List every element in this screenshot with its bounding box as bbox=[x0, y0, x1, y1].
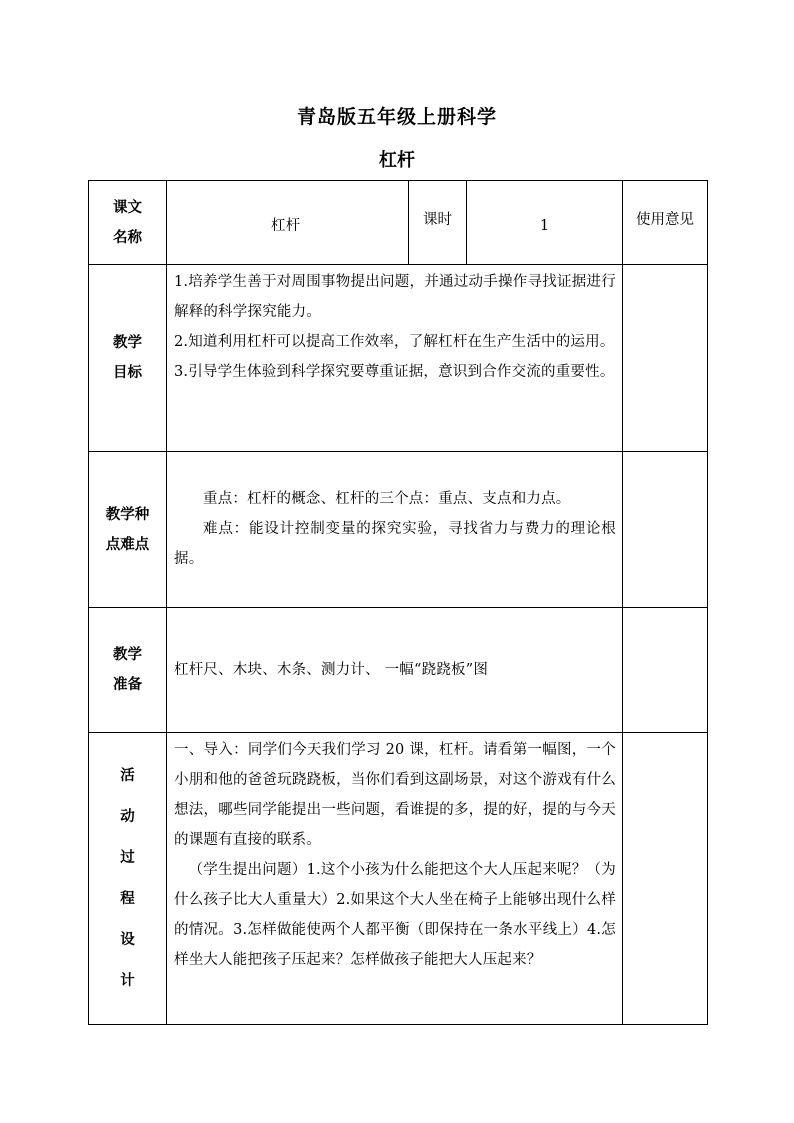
document-subtitle: 杠杆 bbox=[379, 150, 415, 171]
keypoints-content-cell bbox=[167, 452, 623, 608]
lesson-name-label-line1: 课文 bbox=[113, 199, 142, 216]
keypoints-label-cell bbox=[89, 452, 167, 608]
lesson-name-value: 杠杆 bbox=[271, 218, 301, 234]
goals-usage-cell bbox=[623, 265, 708, 452]
lesson-plan-table bbox=[88, 180, 708, 1025]
goals-label-cell bbox=[89, 265, 167, 452]
goals-content-cell bbox=[167, 265, 623, 452]
lesson-name-cell bbox=[167, 181, 409, 265]
process-content-cell bbox=[167, 733, 623, 1025]
table-row-keypoints bbox=[89, 452, 708, 608]
goals-label-line2: 目标 bbox=[113, 365, 142, 381]
prep-usage-cell bbox=[623, 608, 708, 733]
prep-content: 杠杆尺、木块、木条、测力计、 一幅“跷跷板”图 bbox=[174, 662, 489, 678]
keypoints-label-line1: 教学种 bbox=[105, 506, 150, 523]
document-title: 青岛版五年级上册科学 bbox=[296, 106, 497, 128]
table-row-prep bbox=[89, 608, 708, 733]
process-paragraph-1: 一、导入：同学们今天我们学习 20 课，杠杆。请看第一幅图，一个小朋和他的爸爸玩跷跷板，当你们看到这副场景，对这个游戏有什么想法，哪些同学能提出一些问题，看谁提的多，提的好，提的与今天的课题有直接的联系。 bbox=[174, 742, 616, 848]
usage-label-cell bbox=[623, 181, 708, 265]
process-label-char-1: 活 bbox=[120, 767, 135, 784]
process-label-char-4: 程 bbox=[120, 890, 135, 907]
process-label-cell bbox=[89, 733, 167, 1025]
process-label-char-2: 动 bbox=[120, 808, 135, 825]
lesson-name-label-line2: 名称 bbox=[113, 229, 142, 246]
table-row-goals bbox=[89, 265, 708, 452]
table-row-process bbox=[89, 733, 708, 1025]
key-point-text: 重点：杠杆的概念、杠杆的三个点：重点、支点和力点。 bbox=[203, 491, 571, 507]
process-label-char-6: 计 bbox=[120, 972, 135, 989]
goal-item-2: 2.知道利用杠杆可以提高工作效率，了解杠杆在生产生活中的运用。 bbox=[174, 334, 615, 350]
hours-value: 1 bbox=[539, 218, 550, 234]
prep-content-cell bbox=[167, 608, 623, 733]
process-label-char-5: 设 bbox=[120, 931, 135, 948]
usage-label: 使用意见 bbox=[636, 212, 694, 228]
prep-label-line2: 准备 bbox=[113, 677, 142, 693]
hours-value-cell bbox=[467, 181, 623, 265]
goals-label-line1: 教学 bbox=[113, 335, 142, 351]
hours-label-cell bbox=[409, 181, 467, 265]
goal-item-1: 1.培养学生善于对周围事物提出问题，并通过动手操作寻找证据进行解释的科学探究能力。 bbox=[174, 274, 616, 320]
lesson-name-label-cell bbox=[89, 181, 167, 265]
table-row-lesson-name bbox=[89, 181, 708, 265]
goal-item-3: 3.引导学生体验到科学探究要尊重证据，意识到合作交流的重要性。 bbox=[174, 364, 615, 380]
keypoints-usage-cell bbox=[623, 452, 708, 608]
keypoints-label-line2: 点难点 bbox=[105, 536, 150, 553]
difficult-point-text: 难点：能设计控制变量的探究实验，寻找省力与费力的理论根据。 bbox=[174, 521, 616, 567]
process-paragraph-2: （学生提出问题）1.这个小孩为什么能把这个大人压起来呢？（为什么孩子比大人重量大）2.如果这个大人坐在椅子上能够出现什么样的情况。3.怎样做能使两个人都平衡（即保持在一条水平线上）4.怎样坐大人能把孩子压起来？怎样做孩子能把大人压起来？ bbox=[174, 862, 616, 968]
prep-label-line1: 教学 bbox=[113, 647, 142, 663]
process-label-char-3: 过 bbox=[120, 849, 135, 866]
process-usage-cell bbox=[623, 733, 708, 1025]
hours-label: 课时 bbox=[423, 212, 452, 228]
prep-label-cell bbox=[89, 608, 167, 733]
